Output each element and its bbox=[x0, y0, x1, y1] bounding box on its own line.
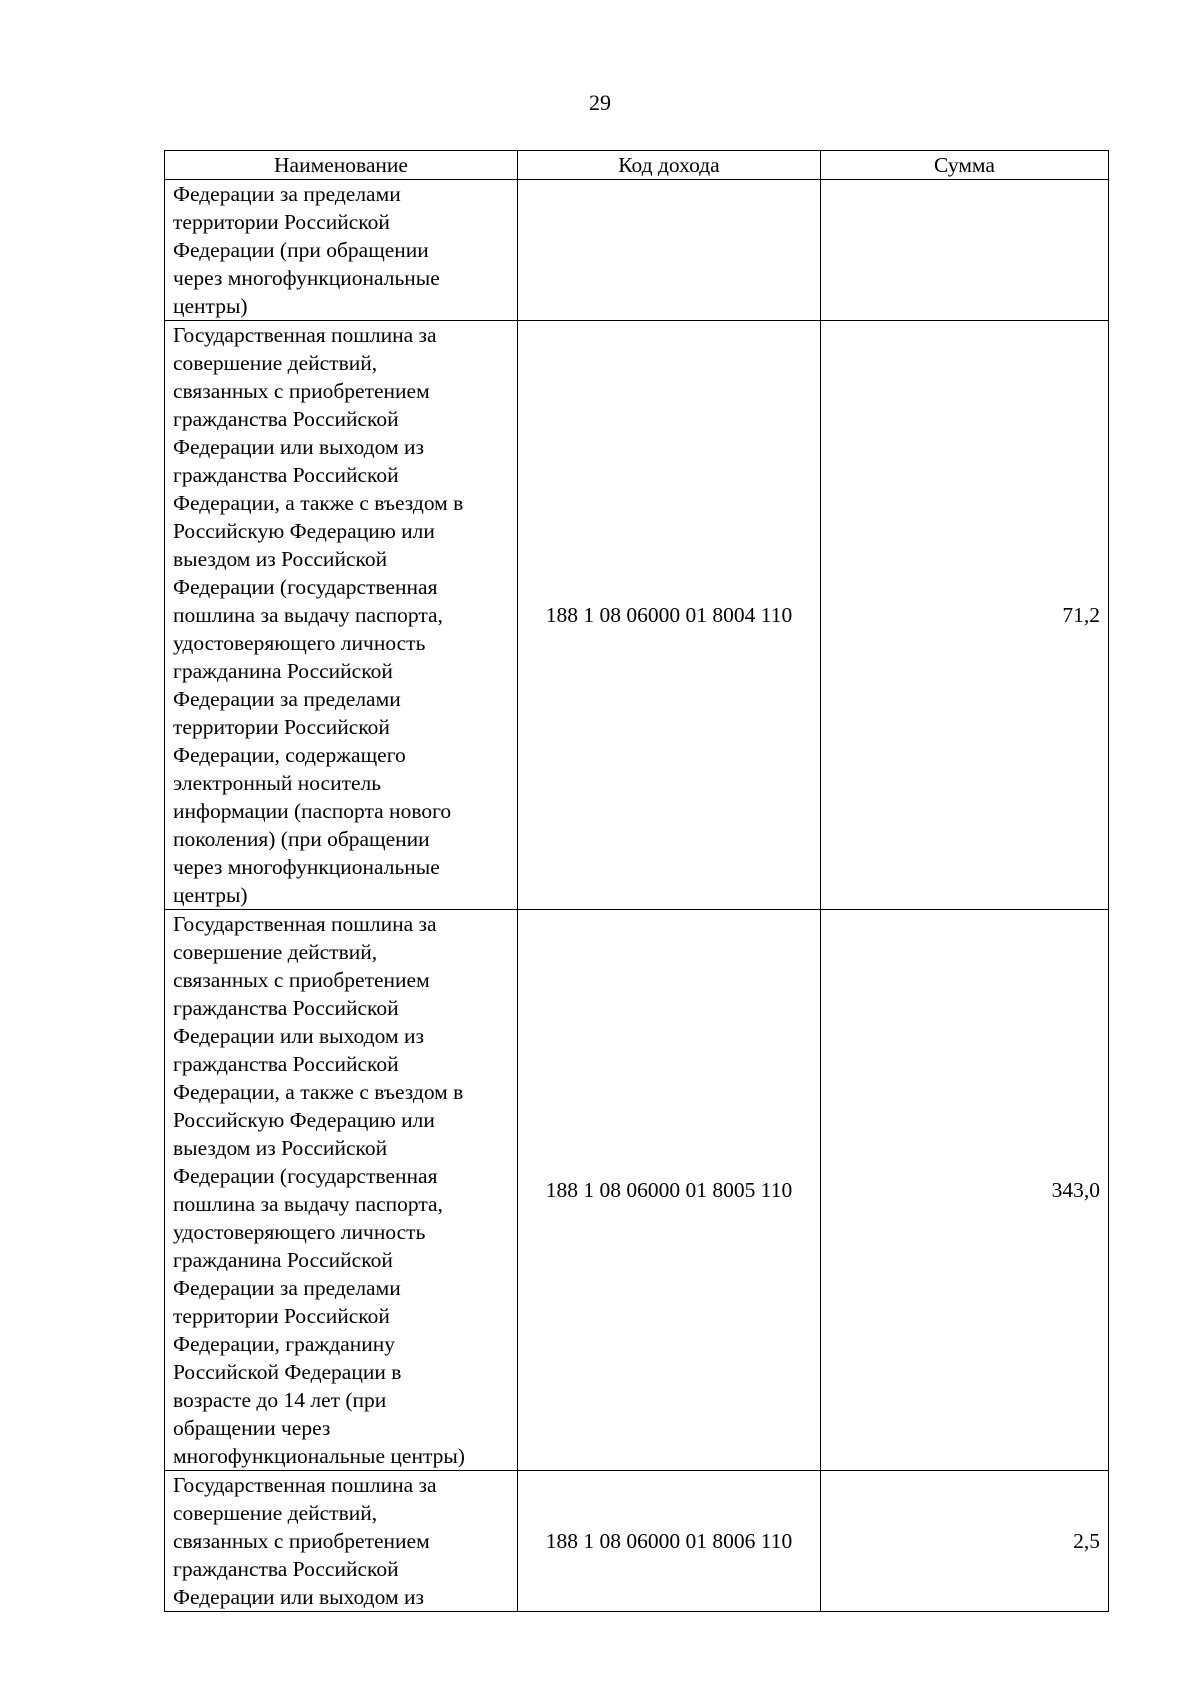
cell-name bbox=[165, 321, 518, 910]
table-header-row bbox=[165, 151, 1109, 180]
name-line: информации (паспорта нового bbox=[173, 799, 452, 823]
name-line: Федерации (государственная bbox=[173, 1164, 438, 1188]
table-row bbox=[165, 180, 1109, 321]
name-line: Российской Федерации в bbox=[173, 1360, 402, 1384]
name-line: Федерации или выходом из bbox=[173, 1024, 424, 1048]
name-line: через многофункциональные bbox=[173, 855, 440, 879]
name-line: выездом из Российской bbox=[173, 547, 388, 571]
column-header-code: Код дохода bbox=[518, 151, 821, 180]
name-line: гражданства Российской bbox=[173, 996, 399, 1020]
cell-revenue-code bbox=[518, 180, 821, 321]
cell-name bbox=[165, 180, 518, 321]
name-line: Федерации, гражданину bbox=[173, 1332, 396, 1356]
name-line: Федерации или выходом из bbox=[173, 435, 424, 459]
name-line: гражданина Российской bbox=[173, 1248, 393, 1272]
name-line: удостоверяющего личность bbox=[173, 1220, 426, 1244]
name-line: гражданства Российской bbox=[173, 463, 399, 487]
cell-name bbox=[165, 1471, 518, 1612]
name-line: центры) bbox=[173, 883, 248, 907]
table-row bbox=[165, 910, 1109, 1471]
name-line: пошлина за выдачу паспорта, bbox=[173, 603, 443, 627]
name-line: совершение действий, bbox=[173, 1501, 378, 1525]
name-line: гражданства Российской bbox=[173, 1052, 399, 1076]
name-line: пошлина за выдачу паспорта, bbox=[173, 1192, 443, 1216]
name-line: Федерации за пределами bbox=[173, 182, 401, 206]
name-line: гражданина Российской bbox=[173, 659, 393, 683]
table-row bbox=[165, 1471, 1109, 1612]
cell-revenue-code: 188 1 08 06000 01 8005 110 bbox=[518, 910, 821, 1471]
cell-sum: 71,2 bbox=[821, 321, 1109, 910]
name-line: многофункциональные центры) bbox=[173, 1444, 465, 1468]
name-line: Российскую Федерацию или bbox=[173, 519, 435, 543]
name-line: Федерации, содержащего bbox=[173, 743, 406, 767]
name-line: Российскую Федерацию или bbox=[173, 1108, 435, 1132]
name-line: Федерации (государственная bbox=[173, 575, 438, 599]
cell-sum bbox=[821, 180, 1109, 321]
name-line: Государственная пошлина за bbox=[173, 1473, 437, 1497]
name-line: Федерации или выходом из bbox=[173, 1585, 424, 1609]
name-line: территории Российской bbox=[173, 1304, 390, 1328]
name-line: удостоверяющего личность bbox=[173, 631, 426, 655]
cell-name bbox=[165, 910, 518, 1471]
column-header-sum: Сумма bbox=[821, 151, 1109, 180]
name-line: связанных с приобретением bbox=[173, 379, 430, 403]
name-line: обращении через bbox=[173, 1416, 331, 1440]
name-line: центры) bbox=[173, 294, 248, 318]
name-line: Федерации, а также с въездом в bbox=[173, 1080, 464, 1104]
column-header-name: Наименование bbox=[165, 151, 518, 180]
name-line: через многофункциональные bbox=[173, 266, 440, 290]
name-line: совершение действий, bbox=[173, 351, 378, 375]
name-line: территории Российской bbox=[173, 210, 390, 234]
cell-sum: 343,0 bbox=[821, 910, 1109, 1471]
name-line: гражданства Российской bbox=[173, 1557, 399, 1581]
revenue-table bbox=[164, 150, 1109, 1612]
name-line: выездом из Российской bbox=[173, 1136, 388, 1160]
table-row bbox=[165, 321, 1109, 910]
page-number: 29 bbox=[589, 90, 611, 115]
name-line: возрасте до 14 лет (при bbox=[173, 1388, 387, 1412]
name-line: Государственная пошлина за bbox=[173, 912, 437, 936]
name-line: территории Российской bbox=[173, 715, 390, 739]
cell-sum: 2,5 bbox=[821, 1471, 1109, 1612]
name-line: связанных с приобретением bbox=[173, 1529, 430, 1553]
name-line: Федерации (при обращении bbox=[173, 238, 429, 262]
name-line: Федерации за пределами bbox=[173, 1276, 401, 1300]
name-line: Федерации, а также с въездом в bbox=[173, 491, 464, 515]
name-line: связанных с приобретением bbox=[173, 968, 430, 992]
cell-revenue-code: 188 1 08 06000 01 8006 110 bbox=[518, 1471, 821, 1612]
name-line: электронный носитель bbox=[173, 771, 382, 795]
name-line: Государственная пошлина за bbox=[173, 323, 437, 347]
name-line: гражданства Российской bbox=[173, 407, 399, 431]
name-line: Федерации за пределами bbox=[173, 687, 401, 711]
table-body bbox=[165, 180, 1109, 1612]
cell-revenue-code: 188 1 08 06000 01 8004 110 bbox=[518, 321, 821, 910]
name-line: поколения) (при обращении bbox=[173, 827, 430, 851]
name-line: совершение действий, bbox=[173, 940, 378, 964]
